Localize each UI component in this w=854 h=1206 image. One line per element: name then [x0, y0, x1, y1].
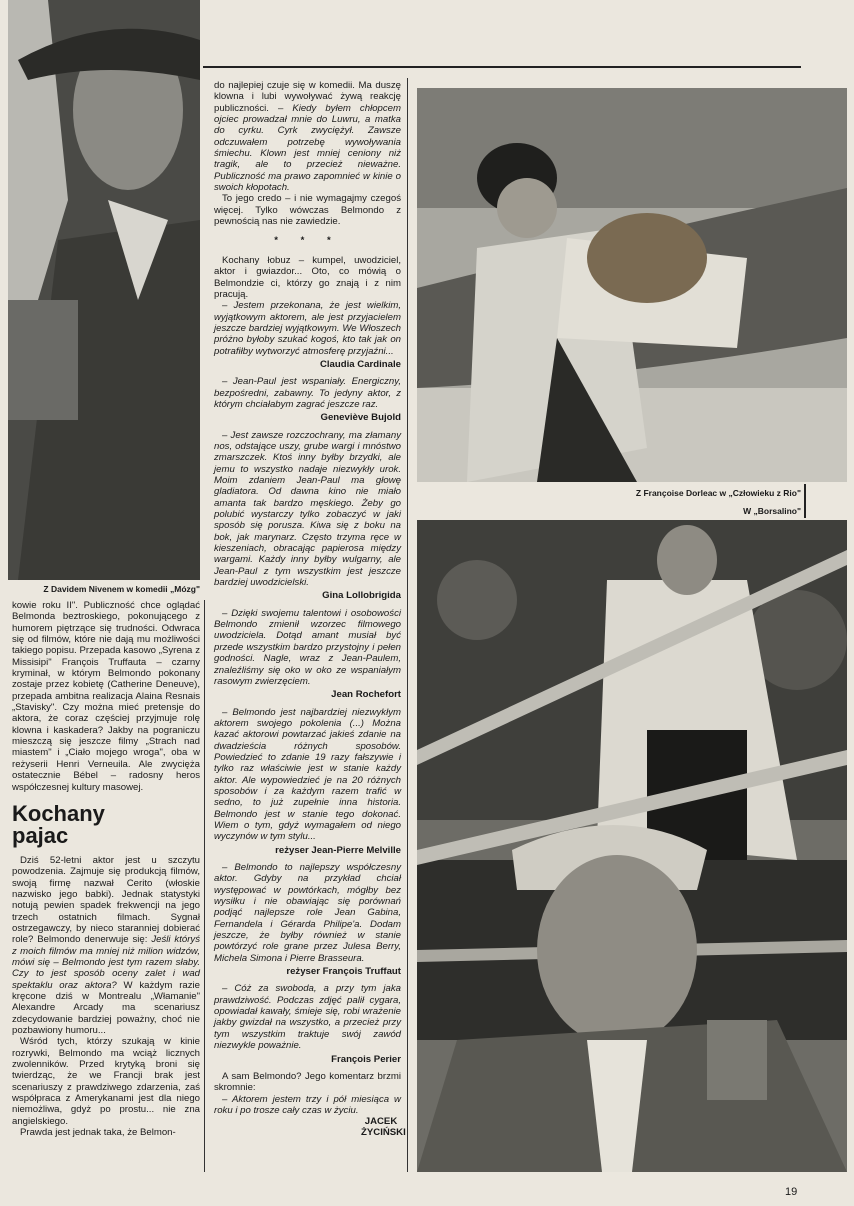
- quote: – Dzięki swojemu talentowi i osobowości Belmondo zmienił wzorzec filmowego uwodziciela. Dotąd amant musiał być przede wszystkim bardzo przystojny i pełen godności. Nagle, wraz z Jean-Paulem, znaleźliśmy się oko w oko ze wspaniałym rasowym zwierzęciem.: [214, 607, 401, 687]
- article-author: JACEK ŻYCIŃSKI: [361, 1116, 406, 1139]
- paragraph: do najlepiej czuje się w komedii. Ma duszę klowna i lubi wywoływać żywą reakcję publiczności. – Kiedy byłem chłopcem ojciec prowadzał mnie do Luwru, a matka do cyrku. Cyrk zwyciężył. Zawsze odczuwałem potrzebę wywoływania śmiechu. Klown jest mniej ceniony niż tragik, ale to przecież nieważne. Publiczność ma prawo zapomnieć w kinie o swoich kłopotach.: [214, 80, 401, 194]
- paragraph: kowie roku II". Publiczność chce oglądać Belmonda beztroskiego, pokonującego z humorem piętrzące się trudności. Odwraca się od filmów, które nie dają mu możliwości takiego popisu. Przepada kasowo „Syrena z Missisipi" François Truffauta – czarny kryminał, w którym Belmondo pokonany zostaje przez kobietę (Catherine Deneuve), przepada ambitna realizacja Alaina Resnais „Stavisky". Czy można mieć pretensje do aktora, że coraz częściej przyjmuje rolę klowna i kaskadera? Jakby na pograniczu mieszczą się jeszcze filmy „Strach nad miastem" i „Ciało mojego wroga", oba w reżyserii Henri Verneuila. Ale zwycięża ostatecznie Bébel – radosny heros współczesnej kultury masowej.: [12, 600, 200, 793]
- divider-right: [407, 78, 408, 1172]
- paragraph: Dziś 52-letni aktor jest u szczytu powodzenia. Zajmuje się produkcją filmów, swoją firmę nazwał Cerito (włoskie nazwisko jego babki). Jednak statystyki notują pewien spadek frekwencji na jego trzech ostatnich filmach. Sygnał ostrzegawczy, by nieco staranniej dobierać role? Belmondo denerwuje się: Jeśli któryś z moich filmów ma mniej niż milion widzów, mówi się – Belmondo jest tym razem słaby. Czy to jest sposób oceny zalet i wad spektaklu oraz aktora? W każdym razie kręcone dziś w Montrealu „Włamanie" Alexandre Arcady ma scenariusz zdecydowanie bardziej poważny, choć nie pozbawiony humoru...: [12, 854, 201, 1036]
- section-headline: Kochany pajac: [12, 800, 105, 848]
- photo-borsalino: [417, 520, 847, 1172]
- quote: – Jest zawsze rozczochrany, ma złamany nos, odstające uszy, grube wargi i mnóstwo zmarszczek. Ktoś inny byłby brzydki, ale jemu to wszystko nadaje niezwykły urok. Moim zdaniem Jean-Paul ma głowę gladiatora. Od dawna kino nie miało amanta tak bardzo męskiego. Żeby go polubić wystarczy tylko zobaczyć w jaki sposób się porusza. Kiwa się z boku na bok, jak marynarz. Często trzyma ręce w kieszeniach, obracając papierosa między wargami. Każdy inny byłby wulgarny, ale Jean-Paul z tym wszystkim jest jeszcze bardziej uwodzicielski.: [214, 429, 401, 589]
- quote: – Aktorem jestem trzy i pół miesiąca w roku i po trosze cały czas w życiu.: [214, 1093, 401, 1116]
- quote-signature: Jean Rochefort: [331, 689, 401, 701]
- page-number: 19: [785, 1186, 798, 1198]
- caption-left-photo: Z Davidem Nivenem w komedii „Mózg": [43, 584, 200, 594]
- photo-niven-brain: [8, 0, 200, 580]
- quote: – Cóż za swoboda, a przy tym jaka prawdziwość. Podczas zdjęć palił cygara, opowiadał kawały, śmieje się, robi wrażenie jakby gwizdał na wszystko, a przecież przy tym wszystkim traktuje swój zawód niezwykle poważnie.: [214, 983, 401, 1052]
- photo-man-from-rio: [417, 88, 847, 482]
- paragraph: Prawda jest jednak taka, że Belmon-: [20, 1127, 176, 1139]
- quote-signature: Geneviève Bujold: [320, 412, 401, 424]
- quote: – Belmondo to najlepszy współczesny aktor. Gdyby na przykład chciał występować w powtórkach, mógłby bez wysiłku i nie obawiając się porównań podjąć najlepsze role Jean Gabina, Fernandela i Gérarda Philipe'a. Dodam jeszcze, że byłby również w stanie powtórzyć role grane przez Julesa Berry, Michela Simona i Pierre Brasseura.: [214, 862, 401, 964]
- paragraph: To jego credo – i nie wymagajmy czegoś więcej. Tylko wówczas Belmondo z pewnością nas nie zawiedzie.: [214, 193, 401, 228]
- caption-man-from-rio: Z Françoise Dorleac w „Człowieku z Rio": [635, 488, 801, 498]
- caption-borsalino: W „Borsalino": [743, 506, 801, 516]
- quote: – Jestem przekonana, że jest wielkim, wyjątkowym aktorem, ale jest przyjacielem jeszcze bardziej wyjątkowym. We Włoszech próżno byłoby szukać kogoś, kto tak jak on potrafiłby wytworzyć atmosferę przyjaźni...: [214, 300, 401, 357]
- divider-left: [204, 600, 205, 1172]
- text-column-2: [214, 80, 406, 1172]
- quote: – Belmondo jest najbardziej niezwykłym aktorem swojego pokolenia (...) Można kazać aktorowi powtarzać jakieś zdanie na dwadzieścia różnych sposobów. Powiedzieć to zdanie 19 razy fałszywie i tylko raz właściwie jest w stanie każdy aktor. Ale wypowiedzieć je na 20 różnych sposobów i za każdym razem trafić w sedno, to już zupełnie inna historia. Belmondo jest w stanie tego dokonać. Wiem o tym, gdyż wymagałem od niego wyczynów w tym stylu...: [214, 706, 401, 843]
- quote-signature: reżyser Jean-Pierre Melville: [275, 844, 401, 856]
- quote-signature: reżyser François Truffaut: [286, 966, 401, 978]
- section-separator: * * *: [274, 235, 341, 247]
- quote-signature: Claudia Cardinale: [319, 358, 401, 370]
- paragraph: Wśród tych, którzy szukają w kinie rozrywki, Belmondo ma wciąż licznych zwolenników. Przed krytyką broni się twierdząc, że we Francji brak jest scenariuszy z prawdziwego zdarzenia, zaś współpraca z Amerykanami jest dla niego niemożliwa, gdyż po prostu... nie zna angielskiego.: [12, 1036, 200, 1127]
- text-column-1: [12, 600, 200, 1172]
- quote: – Jean-Paul jest wspaniały. Energiczny, bezpośredni, zabawny. To jedyny aktor, z którym chciałabym zagrać jeszcze raz.: [214, 376, 401, 410]
- caption-rule: [804, 484, 806, 518]
- top-rule: [203, 66, 801, 68]
- quote-signature: Gina Lollobrigida: [322, 590, 401, 602]
- paragraph: A sam Belmondo? Jego komentarz brzmi skromnie:: [214, 1070, 401, 1094]
- quote-signature: François Perier: [331, 1053, 401, 1065]
- paragraph: Kochany łobuz – kumpel, uwodziciel, aktor i gwiazdor... Oto, co mówią o Belmondzie ci, którzy go znają i z nim pracują.: [214, 254, 401, 300]
